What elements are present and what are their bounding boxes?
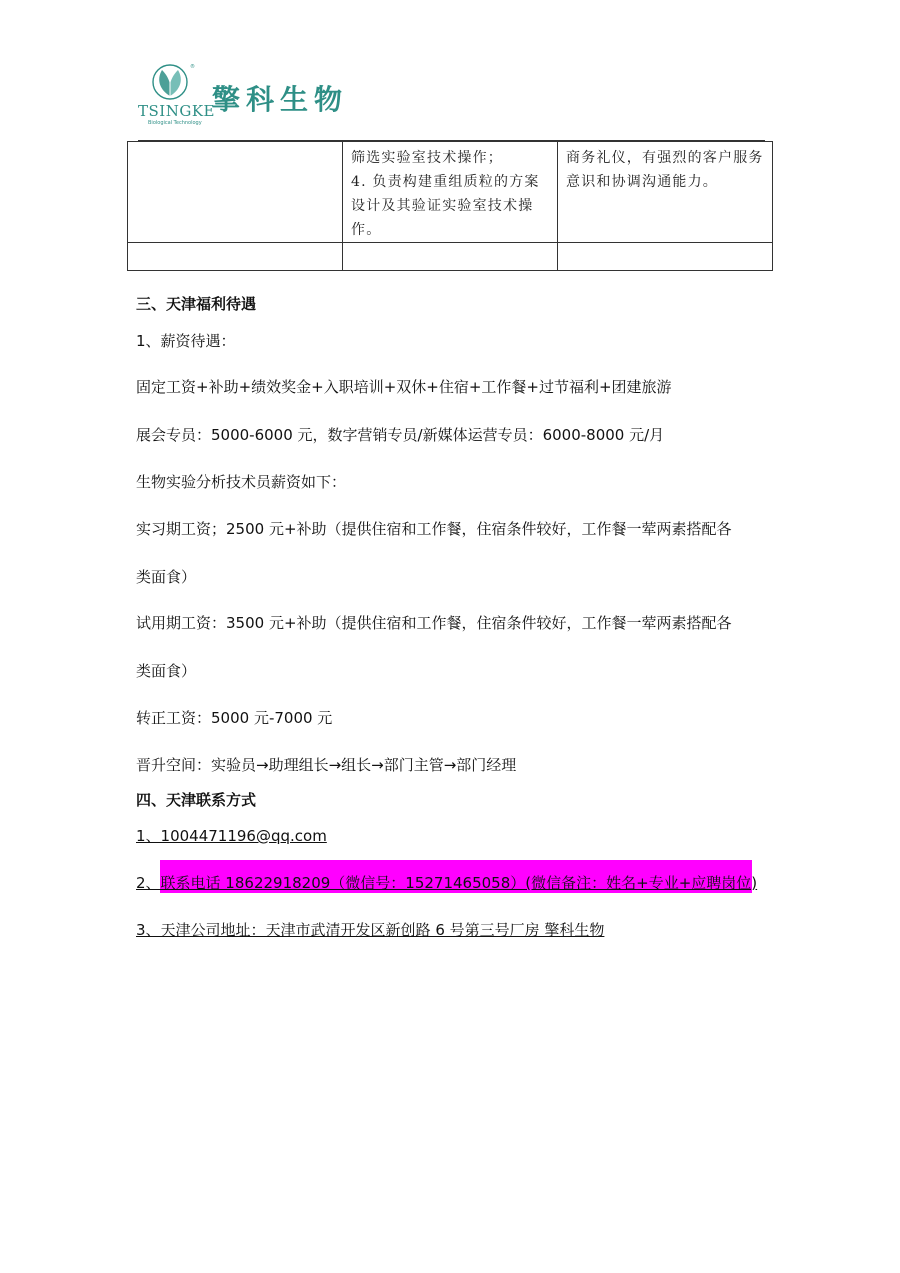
intern-salary: 实习期工资；2500 元+补助（提供住宿和工作餐，住宿条件较好，工作餐一荤两素搭配各 xyxy=(136,520,732,538)
job-table xyxy=(127,141,773,271)
logo-subtitle: Biological Technology xyxy=(148,120,202,126)
svg-text:®: ® xyxy=(190,64,195,70)
contact-email[interactable]: 1、1004471196@qq.com xyxy=(136,827,327,845)
trial-salary: 试用期工资：3500 元+补助（提供住宿和工作餐，住宿条件较好，工作餐一荤两素搭配各 xyxy=(136,614,732,632)
cell-text: 商务礼仪，有强烈的客户服务意识和协调沟通能力。 xyxy=(566,150,764,190)
regular-salary: 转正工资：5000 元-7000 元 xyxy=(136,709,333,727)
tech-salary-intro: 生物实验分析技术员薪资如下： xyxy=(136,473,347,491)
table-cell xyxy=(558,243,773,271)
promotion-path: 晋升空间：实验员→助理组长→组长→部门主管→部门经理 xyxy=(136,756,517,774)
cell-text: 4. 负责构建重组质粒的方案设计及其验证实验室技术操作。 xyxy=(351,174,540,238)
section-heading-contact: 四、天津联系方式 xyxy=(136,791,257,809)
contact-phone: 2、联系电话 18622918209（微信号：15271465058）(微信备注：姓名+专业+应聘岗位) xyxy=(136,874,758,892)
salary-title: 1、薪资待遇： xyxy=(136,332,236,350)
table-cell xyxy=(558,142,773,243)
exhibition-salary: 展会专员：5000-6000 元，数字营销专员/新媒体运营专员：6000-8000 元/月 xyxy=(136,426,665,444)
section-heading-benefits: 三、天津福利待遇 xyxy=(136,295,257,313)
trial-salary-cont: 类面食） xyxy=(136,662,197,680)
table-cell xyxy=(343,243,558,271)
contact-address: 3、天津公司地址：天津市武清开发区新创路 6 号第三号厂房 擎科生物 xyxy=(136,921,605,939)
table-cell xyxy=(128,243,343,271)
logo-chinese-name: 擎科生物 xyxy=(212,83,349,116)
company-logo xyxy=(138,62,348,128)
table-row xyxy=(128,142,773,243)
table-cell xyxy=(343,142,558,243)
benefits-list: 固定工资+补助+绩效奖金+入职培训+双休+住宿+工作餐+过节福利+团建旅游 xyxy=(136,378,672,396)
table-row xyxy=(128,243,773,271)
table-cell xyxy=(128,142,343,243)
intern-salary-cont: 类面食） xyxy=(136,568,197,586)
logo-english-name: TSINGKE xyxy=(138,102,215,120)
cell-text: 筛选实验室技术操作； xyxy=(351,150,503,166)
